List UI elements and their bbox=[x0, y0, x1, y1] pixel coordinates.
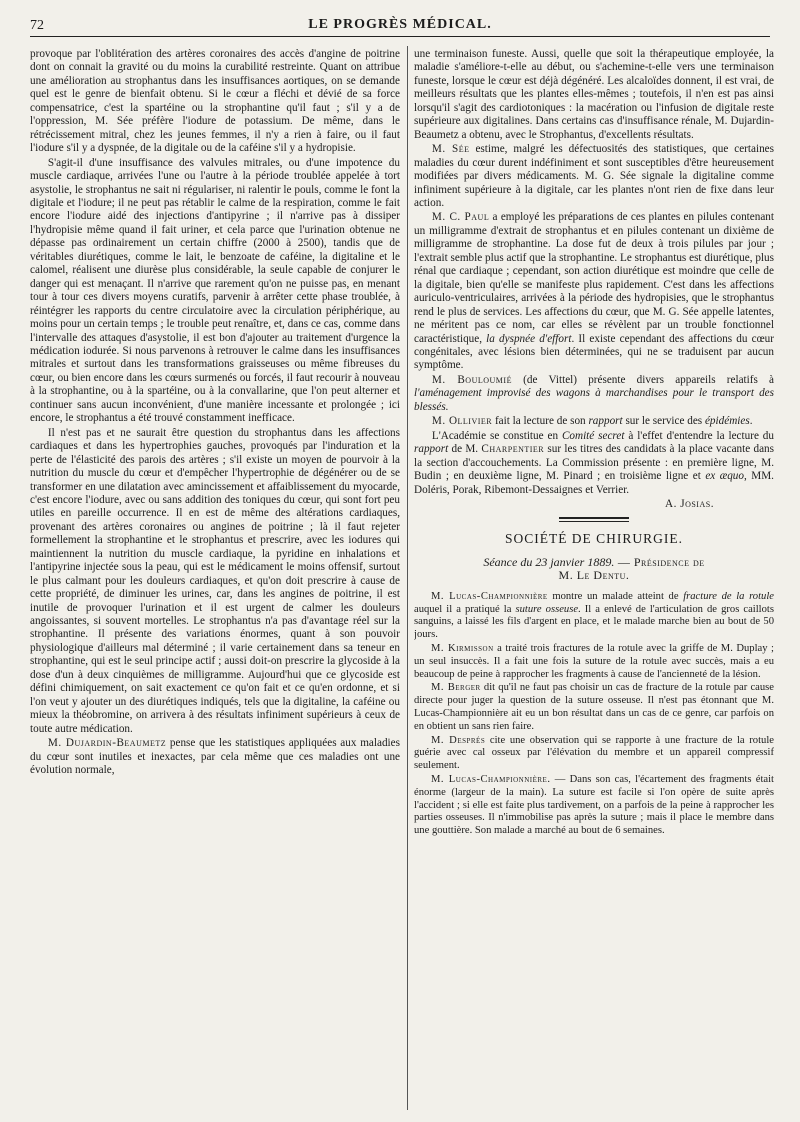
italic-text: ex æquo bbox=[705, 470, 744, 483]
president-name: M. Le Dentu. bbox=[558, 568, 630, 583]
paragraph: Il n'est pas et ne saurait être question du strophantus dans les affections cardiaques et dans les hypertrophies gauches, provoqués par l'induration et la perte de l'élasticité des parois des artères ; s'il existe un moyen de pourvoir à la nutrition du muscle du cœur et d'empêcher l'hypertrophie de dégénérer ou de se transformer en une dilatation avec amincissement et affaiblissement du myocarde, c'est encore l'iodure, avec ou sans addition des toniques du cœur, qui sont fort peu utiles en pareille occurrence. Il en est de même des altérations cardiaques, provenant des artères coronaires ou angines de poitrine ; là il faut rejeter formellement la strophantine et le strophantus et prescrire, avec les iodures qui maintiennent la nutrition du muscle cardiaque, la pyridine en inhalations et l'antipyrine injectée sous la peau, qui est le médicament le moins offensif, surtout le plus calmant pour les douleurs cardiaques, et qu'on doit prescrire à cause de cette propriété, de diminuer les urines, car, dans les angines de poitrine, il est inutile de provoquer l'urination et il est urgent de calmer les douleurs angoissantes, si souvent mortelles. Le strophantus n'a pas d'avantage réel sur la strophantine. Il présente des variations énormes, quant à son pouvoir physiologique d'ailleurs mal déterminé ; il varie certainement dans sa teneur en strophantine, qui est le seul principe actif ; aussi doit-on prescrire la glycoside à la dose d'un à deux cinquièmes de milligramme. Aujourd'hui que ce glycoside est défini chimiquement, on sait exactement ce qu'on fait et ce qu'en ordonne, et si l'on veut y ajouter un des diurétiques indiqués, tels que la digitaline, la caféine ou mieux la théobromine, on arrivera à des résultats infiniment supérieurs à ceux de toute autre médication. bbox=[30, 426, 400, 735]
speaker-name: M. Bouloumié bbox=[431, 373, 512, 386]
italic-text: fracture de la rotule bbox=[683, 590, 774, 602]
speaker-name: Charpentier bbox=[481, 443, 545, 456]
paragraph-text: dit qu'il ne faut pas choisir un cas de fracture de la rotule par cause directe pour juger la question de la suture osseuse. Il n'est pas étonnant que M. Lucas-Championnière ait eu un bon résultat dans un cas de ce genre, car parfois on en obtient un sans rien faire. bbox=[414, 682, 774, 732]
journal-title: LE PROGRÈS MÉDICAL. bbox=[308, 17, 492, 32]
session-minutes bbox=[414, 591, 774, 838]
paragraph bbox=[414, 374, 774, 414]
section-heading: SOCIÉTÉ DE CHIRURGIE. bbox=[504, 531, 684, 547]
paragraph-text: auquel il a pratiqué la bbox=[414, 603, 516, 615]
paragraph-text: de M. bbox=[448, 443, 482, 456]
paragraph: une terminaison funeste. Aussi, quelle que soit la thérapeutique employée, la maladie s'améliore-t-elle au début, ou s'achemine-t-elle vers une terminaison funeste, lorsque le cœur est déjà dégénéré. Les alcaloïdes donnent, il est vrai, de meilleurs résultats que les plantes elles-mêmes ; toutefois, il n'en est pas ainsi lorsqu'il s'agit des cardiotoniques : la macération ou l'infusion de digitale reste supérieure aux digitalines. Dans certains cas d'insuffisance rénale, M. Dujardin-Beaumetz a obtenu, avec le Strophantus, d'excellents résultats. bbox=[414, 48, 774, 141]
paragraph-text: . bbox=[749, 415, 753, 428]
speaker-name: M. Després bbox=[430, 734, 486, 746]
paragraph bbox=[414, 430, 774, 497]
presidency-label: — Présidence de bbox=[614, 554, 705, 569]
session-heading bbox=[414, 556, 774, 583]
paragraph bbox=[414, 143, 774, 210]
paragraph-text: — Dans son cas, l'écartement des fragments était énorme (largeur de la main). La suture est facile si l'on opère de suite après l'accident ; si elle est faite plus tardivement, on a parfois de la peine à rapprocher les parties osseuses. Il n'immobilise pas après la suture ; mais il place le membre dans une gouttière. Son malade a marché au bout de 6 semaines. bbox=[414, 773, 774, 837]
paragraph bbox=[414, 682, 774, 733]
paragraph bbox=[414, 735, 774, 773]
paragraph-text: estime, malgré les défectuosités des statistiques, que certaines maladies du cœur durent indéfiniment et sont susceptibles d'être heureusement modifiées par divers médicaments. M. G. Sée signale la digitaline comme infiniment supérieure à la digitale, car les plantes n'ont rien de fixe dans leur action. bbox=[414, 143, 774, 209]
speaker-name: M. Lucas-Championnière. bbox=[430, 773, 551, 785]
paragraph-text: . Il a enlevé de l'articulation de gros caillots sanguins, a laissé les fils d'argent en place, et le malade marche bien au bout de 50 jours. bbox=[414, 603, 774, 641]
paragraph-text: pense que les statistiques appliquées aux maladies du cœur sont inutiles et inexactes, par cela même que ces maladies ont une évolution normale, bbox=[30, 737, 400, 777]
italic-text: l'aménagement improvisé des wagons à marchandises pour le transport des blessés. bbox=[414, 387, 774, 413]
speaker-name: M. Ollivier bbox=[431, 415, 493, 428]
speaker-name: M. Dujardin-Beaumetz bbox=[47, 737, 167, 750]
session-date: Séance du 23 janvier 1889. bbox=[483, 554, 615, 569]
right-column bbox=[414, 48, 774, 1112]
author-signature: A. Josias. bbox=[665, 497, 714, 510]
italic-text: Comité secret bbox=[561, 429, 625, 442]
paragraph bbox=[414, 774, 774, 838]
paragraph-text: a traité trois fractures de la rotule avec la griffe de M. Duplay ; un seul insuccès. Il a fait une fois la suture de la rotule avec succès, mais a eu beaucoup de peine à rapprocher les fragments à cause de l'ancienneté de la lésion. bbox=[414, 642, 774, 680]
paragraph-text: cite une observation qui se rapporte à une fracture de la rotule guérie avec cal osseux par l'élévation du membre et un appareil compressif seulement. bbox=[414, 734, 774, 772]
page-header bbox=[30, 14, 770, 37]
speaker-name: M. C. Paul bbox=[431, 211, 490, 224]
paragraph: S'agit-il d'une insuffisance des valvules mitrales, ou d'une impotence du muscle cardiaque, arrivées l'une ou l'autre à la période troublée appelée à tort asystolie, le strophantus ne sait ni régulariser, ni ralentir le pouls, comme le font la digitale et l'iodure; il ne peut pas rétablir le calme de la respiration, comme le fait encore l'iodure aidé des injections d'antipyrine ; il n'arrive pas à dissiper l'hydropisie même quand il fait uriner, et cela parce que l'urination obtenue ne dépasse pas ordinairement un certain chiffre (2000 à 2500), tandis que de véritables diurétiques, comme le lait, le benzoate de caféine, la digitaline et le calomel, réalisent une diurèse plus considérable, la seule capable de conjurer le danger qui est menaçant. Il n'arrive que rarement qu'on ne puisse pas, en menant tour à tour ces divers moyens curatifs, parvenir à arrêter cette phase troublée, à réintégrer les rapports du centre circulatoire avec la circulation périphérique, au moins pour un certain temps ; le trouble peut renaître, et, dans ce cas, comme dans l'intervalle des attaques d'asystolie, il est bon d'ajouter au traitement d'urgence la médication iodurée. Si nous parvenons à retrouver le calme dans les insuffisances mitrales et surtout dans les transformations graisseuses ou même fibreuses du cœur, ou bien encore dans les cœurs surmenés ou forcés, il faut recourir à nouveau à la strophantine, ou à la spartéine, ou à la convallarine, que l'on peut alterner et continuer sans aucun inconvénient, d'une manière incessante et prolongée ; ici encore, le strophantus a été trouvé constamment inefficace. bbox=[30, 156, 400, 425]
left-column bbox=[30, 48, 400, 1112]
paragraph bbox=[414, 211, 774, 372]
paragraph bbox=[414, 643, 774, 681]
column-divider bbox=[407, 46, 408, 1110]
paragraph-text: fait la lecture de son bbox=[492, 415, 589, 428]
speaker-name: M. Berger bbox=[430, 682, 481, 694]
paragraph-text: montre un malade atteint de bbox=[547, 590, 684, 602]
speaker-name: M. Kirmisson bbox=[430, 642, 494, 654]
speaker-name: M. Lucas-Championnière bbox=[430, 590, 548, 602]
paragraph bbox=[414, 415, 774, 428]
paragraph-text: a employé les préparations de ces plantes en pilules contenant un milligramme d'extrait de strophantus et en pilules contenant un dixième de milligramme de strophantine. La dose fut de deux à trois pilules par jour ; l'extrait semble plus actif que la strophantine. Le strophantus est diurétique, plus rénal que cardiaque ; cependant, son action diurétique est moindre que celle de la digitale, bien qu'elle se manifeste plus rapidement. C'est dans les affections auriculo-ventriculaires, arrivées à la période des hydropisies, que le strophantus rend le plus de services. Les affections du cœur, que M. G. Sée appelle latentes, ne méritent pas ce nom, car elles se révèlent par un trouble fonctionnel caractéristique, bbox=[414, 211, 774, 345]
paragraph: provoque par l'oblitération des artères coronaires des accès d'angine de poitrine dont on connait la gravité ou du moins la curabilité restreinte. Quant on attribue une amélioration au strophantus dans les insuffisances aortiques, on se demande quel est le genre de bienfait obtenu. Si le cœur a fléchi et dévié de sa force compensatrice, c'est la spartéine ou la strophantine qu'il faut ; s'il y a de l'oppression, M. Sée préfère l'iodure de potassium. De même, dans le rétrécissement mitral, chez les jeunes femmes, il n'y a rien à faire, ou il faut l'iodure s'il y a dyspnée, de la digitale ou de la caféine s'il y a hydropisie. bbox=[30, 48, 400, 155]
paragraph-text: à l'effet d'entendre la lecture du bbox=[624, 429, 774, 442]
paragraph bbox=[414, 591, 774, 642]
paragraph-text: , MM. Doléris, Porak, Ribemont-Dessaignes et Verrier. bbox=[414, 470, 774, 496]
paragraph-text: . Il existe cependant des affections du cœur congénitales, avec lésions bien déterminées, qui ne se traduisent par aucun symptôme. bbox=[414, 332, 774, 372]
speaker-name: M. Sée bbox=[431, 143, 470, 156]
paragraph bbox=[30, 737, 400, 777]
paragraph-text: (de Vittel) présente divers appareils relatifs à bbox=[511, 373, 774, 386]
paragraph-text: sur le service des bbox=[622, 415, 705, 428]
section-separator bbox=[559, 517, 629, 522]
italic-text: suture osseuse bbox=[515, 603, 579, 615]
italic-text: épidémies bbox=[704, 415, 750, 428]
italic-text: rapport bbox=[588, 415, 623, 428]
paragraph-text: L'Académie se constitue en bbox=[431, 429, 562, 442]
paragraph-text: sur les titres des candidats à la place vacante dans la section d'accouchements. La Commission présente : en première ligne, M. Budin ; en deuxième ligne, M. Pinard ; en troisième ligne et bbox=[414, 443, 774, 483]
italic-text: la dyspnée d'effort bbox=[486, 332, 572, 345]
italic-text: rapport bbox=[414, 443, 449, 456]
page-number: 72 bbox=[30, 18, 44, 33]
